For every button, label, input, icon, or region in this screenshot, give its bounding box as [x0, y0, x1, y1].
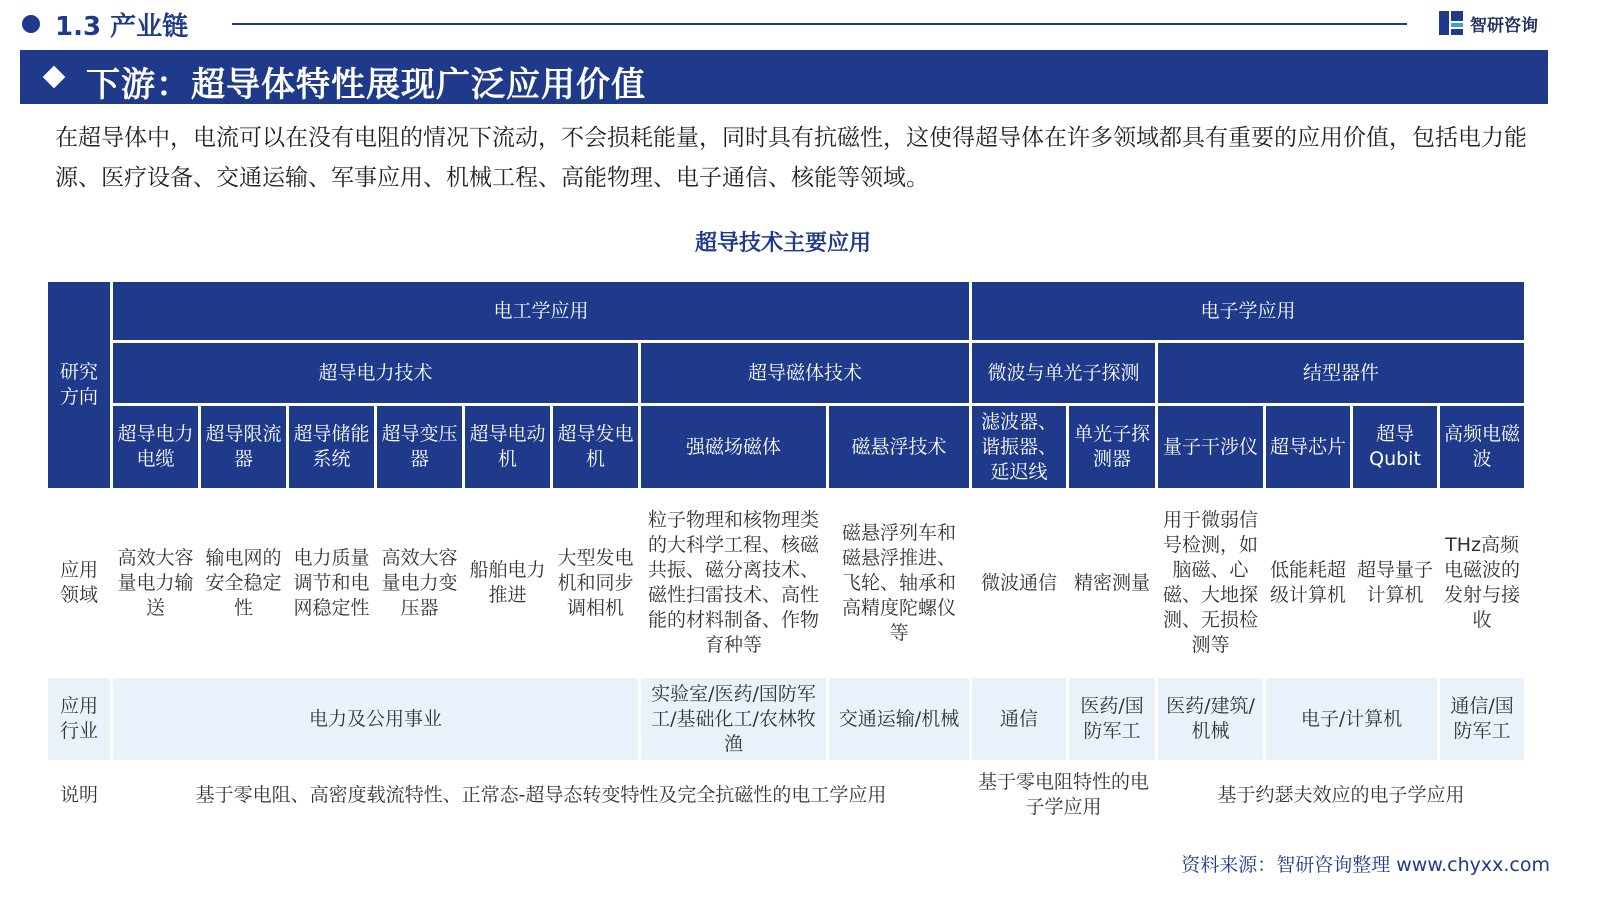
row-label-field: 应用领域 [48, 491, 110, 675]
tech-header: 超导变压器 [377, 406, 462, 488]
subcategory-power: 超导电力技术 [113, 343, 638, 403]
tech-header: 量子干涉仪 [1158, 406, 1263, 488]
industry-cell: 通信/国防军工 [1440, 678, 1524, 760]
industry-cell: 交通运输/机械 [829, 678, 969, 760]
field-cell: 船舶电力推进 [465, 491, 550, 675]
field-cell: 低能耗超级计算机 [1266, 491, 1350, 675]
category-electronic: 电子学应用 [972, 282, 1524, 340]
tech-header: 超导Qubit [1353, 406, 1437, 488]
section-dot-icon [22, 15, 40, 33]
application-table [48, 279, 1520, 830]
row-label-direction: 研究方向 [48, 282, 110, 488]
subcategory-junction: 结型器件 [1158, 343, 1524, 403]
tech-header: 高频电磁波 [1440, 406, 1524, 488]
field-cell: 用于微弱信号检测，如脑磁、心磁、大地探测、无损检测等 [1158, 491, 1263, 675]
tech-header: 超导电动机 [465, 406, 550, 488]
brand [1438, 10, 1538, 36]
field-cell: 高效大容量电力输送 [113, 491, 198, 675]
industry-cell: 电子/计算机 [1266, 678, 1437, 760]
tech-header: 超导发电机 [553, 406, 638, 488]
brand-name: 智研咨询 [1470, 15, 1538, 36]
industry-cell: 通信 [972, 678, 1066, 760]
industry-cell: 实验室/医药/国防军工/基础化工/农林牧渔 [641, 678, 826, 760]
field-cell: 精密测量 [1069, 491, 1155, 675]
tech-header: 磁悬浮技术 [829, 406, 969, 488]
field-cell: 磁悬浮列车和磁悬浮推进、飞轮、轴承和高精度陀螺仪等 [829, 491, 969, 675]
note-cell: 基于约瑟夫效应的电子学应用 [1158, 763, 1524, 827]
field-cell: 输电网的安全稳定性 [201, 491, 286, 675]
field-cell: 大型发电机和同步调相机 [553, 491, 638, 675]
page-title: 下游：超导体特性展现广泛应用价值 [86, 65, 646, 105]
intro-paragraph: 在超导体中，电流可以在没有电阻的情况下流动，不会损耗能量，同时具有抗磁性，这使得超导体在许多领域都具有重要的应用价值，包括电力能源、医疗设备、交通运输、军事应用、机械工程、高能物理、电子通信、核能等领域。 [55, 125, 1527, 191]
row-label-note: 说明 [48, 763, 110, 827]
brand-logo-icon [1438, 10, 1464, 36]
field-cell: THz高频电磁波的发射与接收 [1440, 491, 1524, 675]
field-cell: 微波通信 [972, 491, 1066, 675]
category-electrical: 电工学应用 [113, 282, 969, 340]
tech-header: 超导电力电缆 [113, 406, 198, 488]
industry-cell: 医药/建筑/机械 [1158, 678, 1263, 760]
header-divider [232, 23, 1407, 25]
field-cell: 电力质量调节和电网稳定性 [289, 491, 374, 675]
section-label: 1.3 产业链 [55, 12, 189, 42]
tech-header: 单光子探测器 [1069, 406, 1155, 488]
industry-cell: 电力及公用事业 [113, 678, 638, 760]
row-label-industry: 应用行业 [48, 678, 110, 760]
tech-header: 强磁场磁体 [641, 406, 826, 488]
tech-header: 超导限流器 [201, 406, 286, 488]
field-cell: 粒子物理和核物理类的大科学工程、核磁共振、磁分离技术、磁性扫雷技术、高性能的材料制备、作物育种等 [641, 491, 826, 675]
table-title: 超导技术主要应用 [694, 231, 871, 256]
tech-header: 滤波器、谐振器、延迟线 [972, 406, 1066, 488]
note-cell: 基于零电阻特性的电子学应用 [972, 763, 1155, 827]
top-header [0, 0, 1600, 48]
source-note: 资料来源：智研咨询整理 www.chyxx.com [1181, 854, 1550, 876]
subcategory-magnet: 超导磁体技术 [641, 343, 969, 403]
industry-cell: 医药/国防军工 [1069, 678, 1155, 760]
diamond-icon [43, 66, 66, 89]
subcategory-microwave: 微波与单光子探测 [972, 343, 1155, 403]
note-cell: 基于零电阻、高密度载流特性、正常态-超导态转变特性及完全抗磁性的电工学应用 [113, 763, 969, 827]
page-title-banner [20, 50, 1548, 104]
field-cell: 超导量子计算机 [1353, 491, 1437, 675]
tech-header: 超导芯片 [1266, 406, 1350, 488]
tech-header: 超导储能系统 [289, 406, 374, 488]
field-cell: 高效大容量电力变压器 [377, 491, 462, 675]
